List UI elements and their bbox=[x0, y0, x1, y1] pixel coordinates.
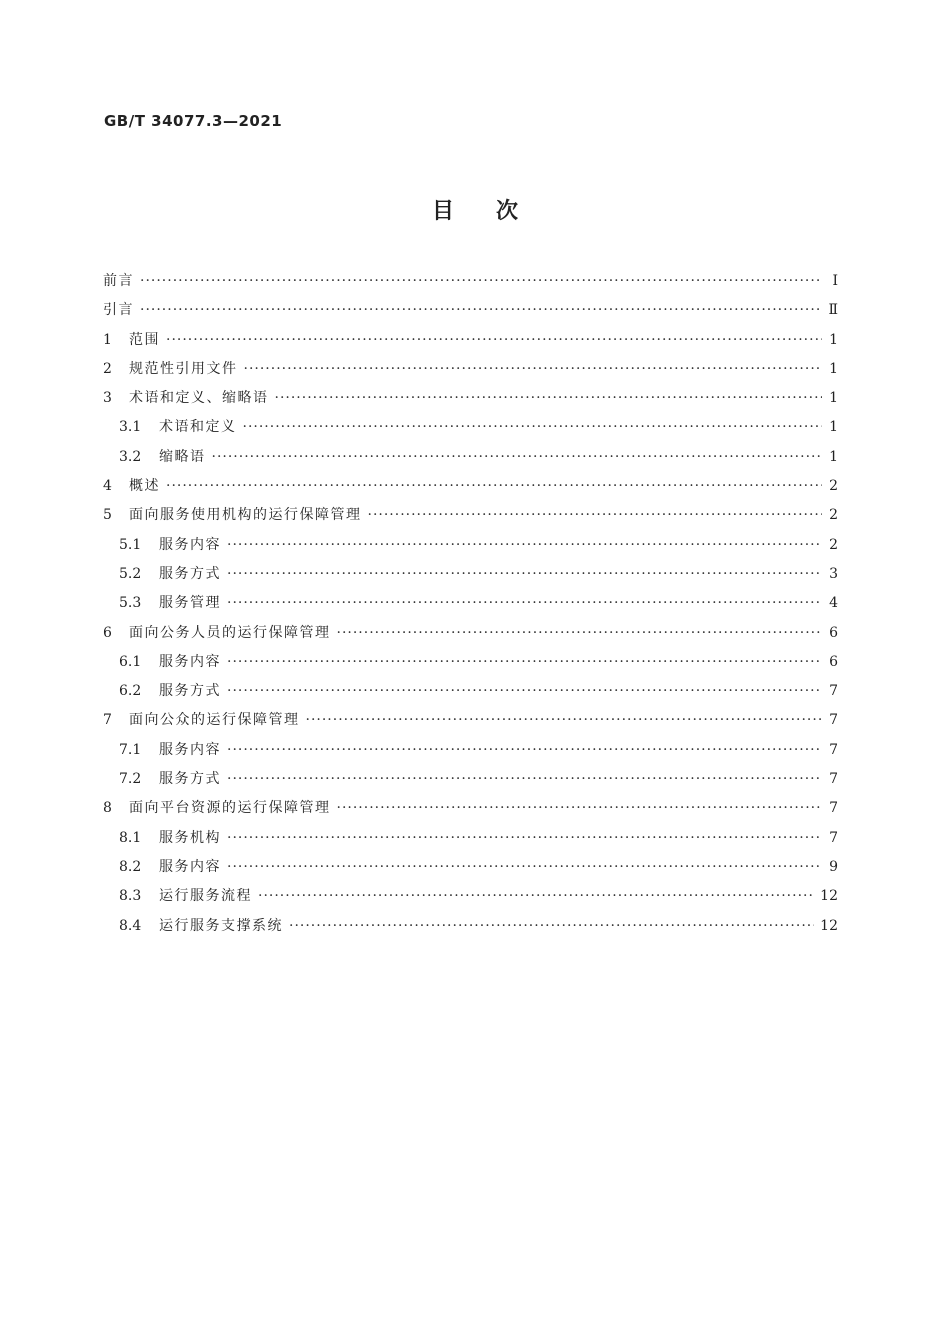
table-of-contents bbox=[103, 270, 838, 944]
toc-entry-number: 7 bbox=[103, 712, 112, 729]
toc-entry-label: 服务内容 bbox=[159, 858, 221, 875]
toc-entry[interactable] bbox=[103, 270, 838, 299]
toc-leader-dots bbox=[289, 918, 814, 934]
toc-leader-dots bbox=[166, 332, 822, 348]
toc-leader-dots bbox=[306, 712, 823, 728]
toc-leader-dots bbox=[227, 742, 822, 758]
toc-entry-number: 3.1 bbox=[119, 419, 142, 436]
toc-entry-label: 前言 bbox=[103, 273, 134, 289]
toc-entry[interactable] bbox=[103, 416, 838, 445]
toc-entry-page: Ⅱ bbox=[828, 302, 838, 319]
toc-entry-label: 运行服务流程 bbox=[159, 888, 252, 905]
toc-entry[interactable] bbox=[103, 329, 838, 358]
toc-entry[interactable] bbox=[103, 592, 838, 621]
toc-entry-label: 服务管理 bbox=[159, 595, 221, 612]
toc-entry-label: 缩略语 bbox=[159, 448, 206, 465]
toc-entry[interactable] bbox=[103, 797, 838, 826]
toc-leader-dots bbox=[243, 419, 823, 435]
toc-entry-label: 运行服务支撑系统 bbox=[159, 917, 283, 934]
toc-leader-dots bbox=[227, 683, 822, 699]
toc-entry-page: 7 bbox=[829, 683, 838, 700]
toc-entry-page: 9 bbox=[829, 858, 838, 875]
toc-entry[interactable] bbox=[103, 739, 838, 768]
toc-leader-dots bbox=[166, 478, 822, 494]
toc-entry-label: 概述 bbox=[129, 478, 160, 495]
toc-entry-page: 6 bbox=[829, 653, 838, 670]
page-title: 目次 bbox=[431, 199, 560, 224]
toc-entry[interactable] bbox=[103, 475, 838, 504]
toc-entry-label: 服务内容 bbox=[159, 741, 221, 758]
toc-entry-page: 2 bbox=[829, 478, 838, 495]
toc-entry-number: 5.3 bbox=[119, 595, 142, 612]
toc-entry-number: 5.1 bbox=[119, 536, 142, 553]
toc-leader-dots bbox=[244, 361, 823, 377]
toc-entry-page: 6 bbox=[829, 624, 838, 641]
toc-entry[interactable] bbox=[103, 504, 838, 533]
toc-entry-number: 5 bbox=[103, 507, 112, 524]
toc-entry[interactable] bbox=[103, 534, 838, 563]
toc-entry-label: 术语和定义 bbox=[159, 419, 237, 436]
toc-entry-number: 8 bbox=[103, 800, 112, 817]
toc-entry-page: 12 bbox=[820, 917, 838, 934]
toc-entry-page: Ⅰ bbox=[832, 273, 838, 289]
toc-entry[interactable] bbox=[103, 358, 838, 387]
toc-entry-number: 8.4 bbox=[119, 917, 142, 934]
toc-entry-label: 面向公众的运行保障管理 bbox=[129, 712, 300, 729]
toc-entry-label: 服务内容 bbox=[159, 653, 221, 670]
toc-entry-page: 7 bbox=[829, 800, 838, 817]
toc-entry-page: 2 bbox=[829, 536, 838, 553]
toc-entry-number: 1 bbox=[103, 331, 112, 348]
toc-entry-page: 7 bbox=[829, 741, 838, 758]
toc-entry[interactable] bbox=[103, 446, 838, 475]
toc-leader-dots bbox=[258, 888, 814, 904]
toc-entry-label: 范围 bbox=[129, 331, 160, 348]
toc-leader-dots bbox=[140, 273, 822, 289]
toc-leader-dots bbox=[227, 654, 822, 670]
toc-entry[interactable] bbox=[103, 299, 838, 328]
toc-entry[interactable] bbox=[103, 622, 838, 651]
toc-entry-page: 7 bbox=[829, 712, 838, 729]
toc-leader-dots bbox=[368, 507, 823, 523]
toc-leader-dots bbox=[227, 537, 822, 553]
toc-entry-page: 12 bbox=[820, 888, 838, 905]
toc-entry-label: 服务内容 bbox=[159, 536, 221, 553]
toc-entry-page: 1 bbox=[829, 331, 838, 348]
toc-leader-dots bbox=[337, 625, 823, 641]
toc-leader-dots bbox=[212, 449, 823, 465]
toc-leader-dots bbox=[227, 859, 822, 875]
toc-entry-number: 6 bbox=[103, 624, 112, 641]
toc-entry-number: 5.2 bbox=[119, 565, 142, 582]
toc-leader-dots bbox=[275, 390, 823, 406]
toc-entry-label: 服务方式 bbox=[159, 683, 221, 700]
toc-entry[interactable] bbox=[103, 915, 838, 944]
toc-leader-dots bbox=[140, 302, 822, 318]
toc-entry-page: 1 bbox=[829, 360, 838, 377]
toc-entry-number: 2 bbox=[103, 360, 112, 377]
toc-leader-dots bbox=[227, 566, 822, 582]
toc-entry[interactable] bbox=[103, 885, 838, 914]
toc-entry-label: 面向平台资源的运行保障管理 bbox=[129, 800, 331, 817]
toc-entry-number: 8.3 bbox=[119, 888, 142, 905]
toc-entry[interactable] bbox=[103, 768, 838, 797]
toc-entry[interactable] bbox=[103, 680, 838, 709]
toc-entry-number: 7.1 bbox=[119, 741, 142, 758]
toc-entry[interactable] bbox=[103, 709, 838, 738]
toc-entry[interactable] bbox=[103, 651, 838, 680]
standard-code: GB/T 34077.3—2021 bbox=[104, 112, 283, 130]
toc-entry[interactable] bbox=[103, 387, 838, 416]
toc-entry-number: 3.2 bbox=[119, 448, 142, 465]
toc-leader-dots bbox=[227, 595, 822, 611]
toc-entry-number: 8.2 bbox=[119, 858, 142, 875]
toc-entry-label: 服务方式 bbox=[159, 771, 221, 788]
toc-entry-page: 4 bbox=[829, 595, 838, 612]
toc-entry[interactable] bbox=[103, 827, 838, 856]
toc-entry-number: 4 bbox=[103, 478, 112, 495]
toc-entry[interactable] bbox=[103, 856, 838, 885]
toc-entry-page: 7 bbox=[829, 829, 838, 846]
toc-entry-label: 规范性引用文件 bbox=[129, 360, 238, 377]
toc-entry-page: 7 bbox=[829, 771, 838, 788]
toc-entry-page: 3 bbox=[829, 565, 838, 582]
toc-entry-number: 3 bbox=[103, 390, 112, 407]
toc-entry-page: 1 bbox=[829, 419, 838, 436]
toc-entry-label: 引言 bbox=[103, 302, 134, 319]
toc-entry[interactable] bbox=[103, 563, 838, 592]
toc-leader-dots bbox=[227, 830, 822, 846]
toc-entry-label: 面向公务人员的运行保障管理 bbox=[129, 624, 331, 641]
toc-leader-dots bbox=[337, 800, 823, 816]
toc-entry-page: 1 bbox=[829, 448, 838, 465]
toc-entry-page: 1 bbox=[829, 390, 838, 407]
toc-entry-number: 8.1 bbox=[119, 829, 142, 846]
toc-entry-label: 服务方式 bbox=[159, 565, 221, 582]
toc-entry-label: 服务机构 bbox=[159, 829, 221, 846]
toc-entry-number: 7.2 bbox=[119, 771, 142, 788]
toc-entry-label: 术语和定义、缩略语 bbox=[129, 390, 269, 407]
toc-leader-dots bbox=[227, 771, 822, 787]
toc-entry-number: 6.1 bbox=[119, 653, 142, 670]
toc-entry-number: 6.2 bbox=[119, 683, 142, 700]
toc-entry-label: 面向服务使用机构的运行保障管理 bbox=[129, 507, 362, 524]
toc-entry-page: 2 bbox=[829, 507, 838, 524]
